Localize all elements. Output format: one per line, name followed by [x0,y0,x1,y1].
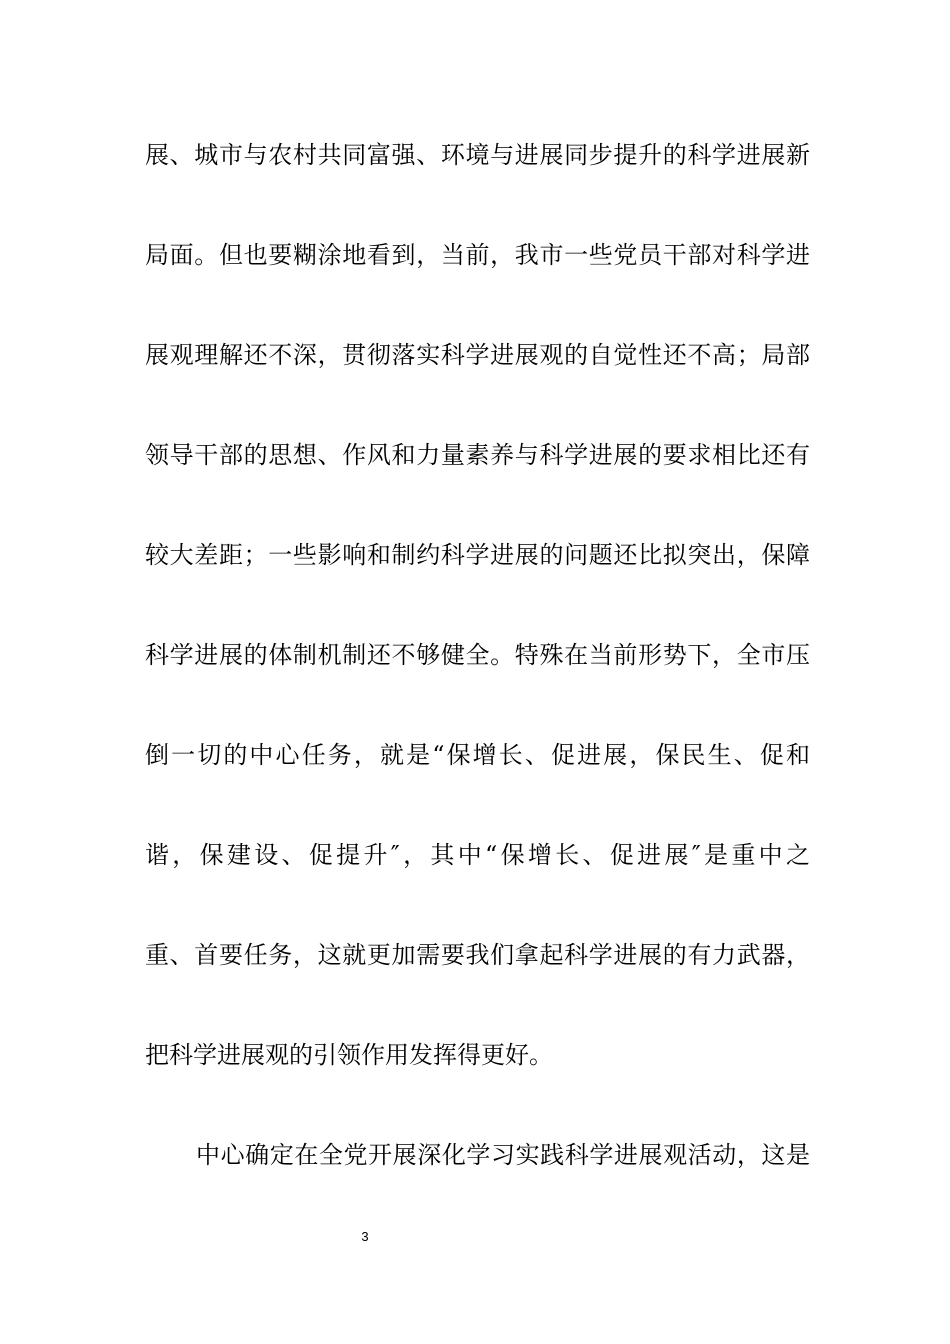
text-line: 谐，保建设、促提升″，其中“保增长、促进展″是重中之 [145,841,810,869]
text-line: 展观理解还不深，贯彻落实科学进展观的自觉性还不高；局部 [145,341,810,369]
text-line: 展、城市与农村共同富强、环境与进展同步提升的科学进展新 [145,141,810,169]
text-line: 科学进展的体制机制还不够健全。特殊在当前形势下，全市压 [145,641,810,669]
text-line: 较大差距；一些影响和制约科学进展的问题还比拟突出，保障 [145,541,810,569]
text-line: 重、首要任务，这就更加需要我们拿起科学进展的有力武器， [145,941,810,969]
text-line: 倒一切的中心任务，就是“保增长、促进展，保民生、促和 [145,741,810,769]
text-line: 中心确定在全党开展深化学习实践科学进展观活动，这是 [196,1141,810,1169]
text-line: 把科学进展观的引领作用发挥得更好。 [145,1041,553,1069]
text-line: 领导干部的思想、作风和力量素养与科学进展的要求相比还有 [145,441,810,469]
text-line: 局面。但也要糊涂地看到，当前，我市一些党员干部对科学进 [145,241,810,269]
page-number: 3 [361,1229,369,1244]
